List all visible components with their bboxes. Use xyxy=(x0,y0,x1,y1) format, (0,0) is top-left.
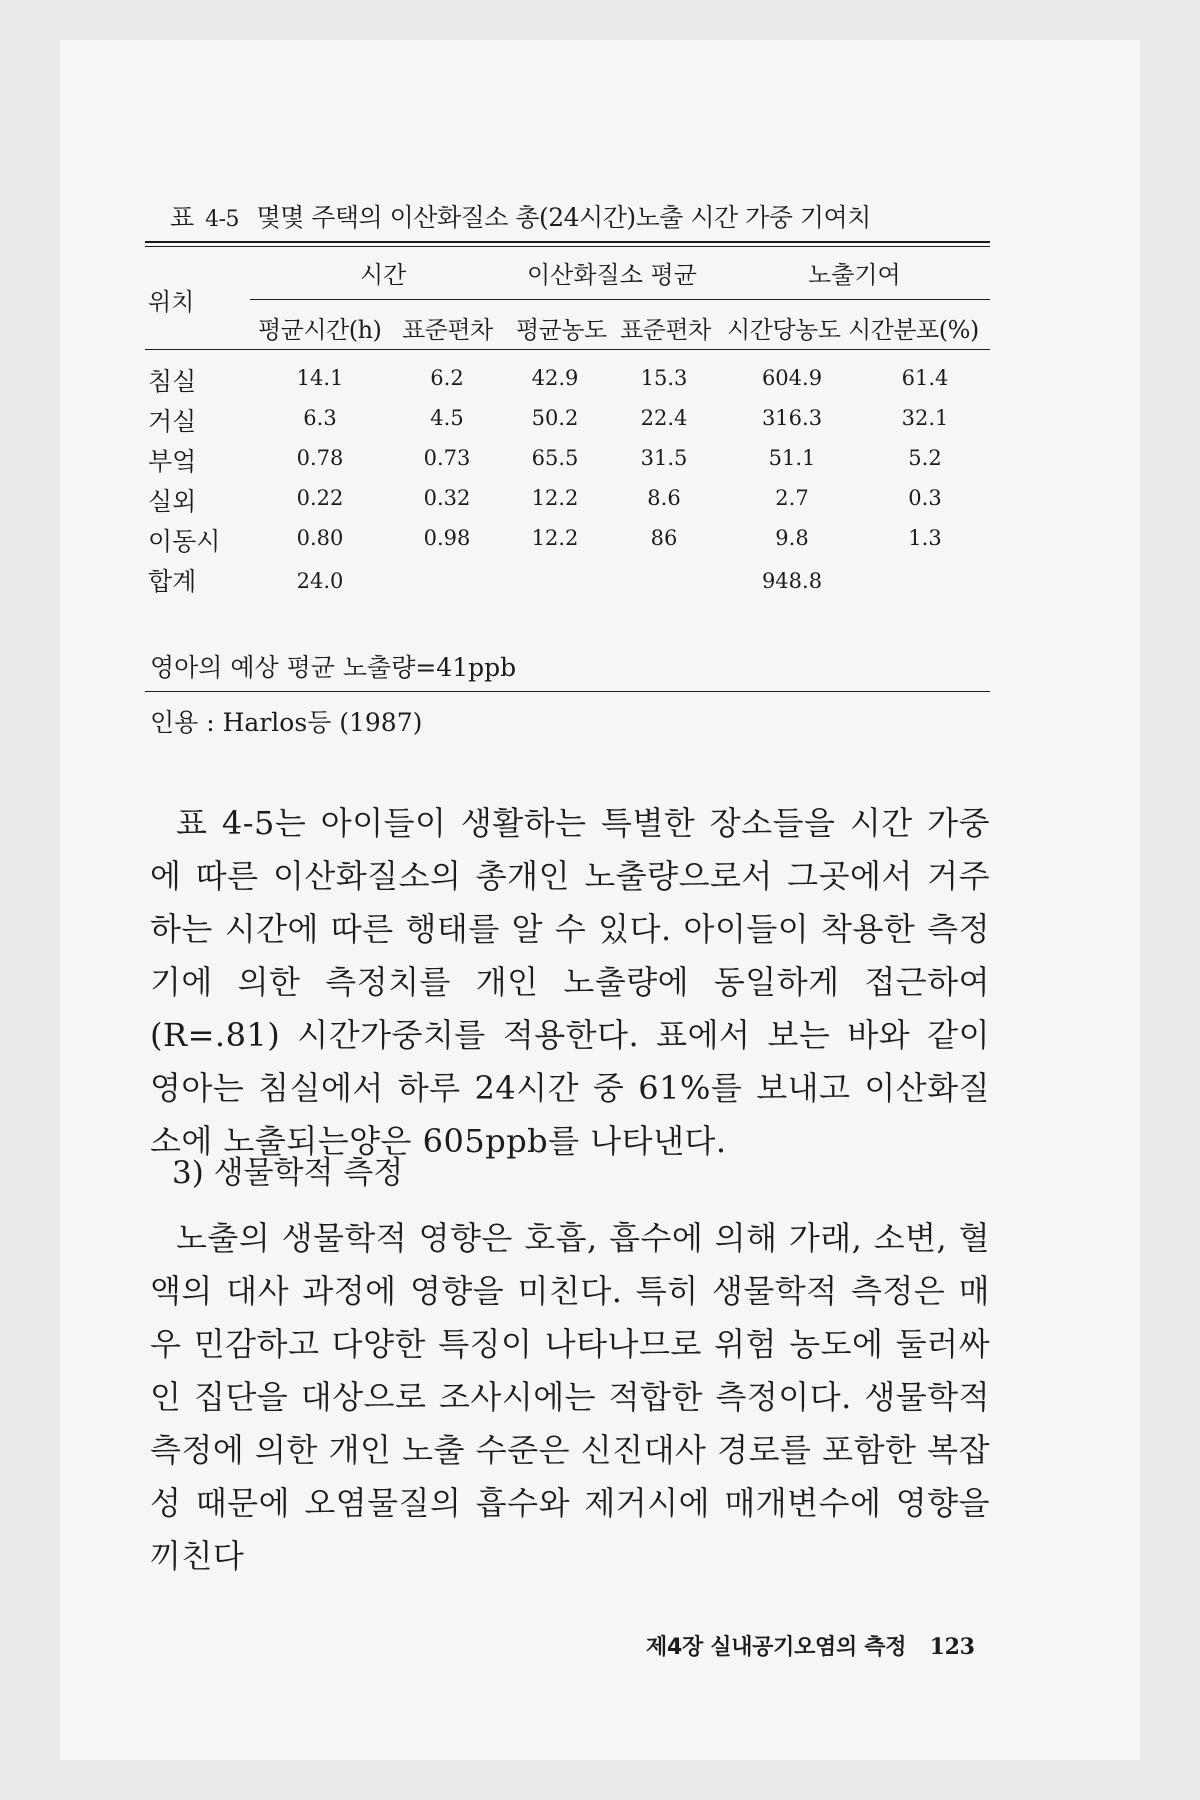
caption-number: 4-5 xyxy=(205,207,240,232)
table-top-rule xyxy=(145,241,990,243)
table-cell: 42.9 xyxy=(531,366,579,390)
column-header: 표준편차 xyxy=(620,316,711,344)
header-group-time: 시간 xyxy=(360,261,407,289)
table-caption xyxy=(170,198,871,234)
column-header: 시간당농도 xyxy=(727,316,841,344)
table-cell: 50.2 xyxy=(531,406,579,430)
table-cell: 0.3 xyxy=(908,486,942,510)
body-paragraph-2: 노출의 생물학적 영향은 호흡, 흡수에 의해 가래, 소변, 혈액의 대사 과정에 영향을 미친다. 특히 생물학적 측정은 매우 민감하고 다양한 특징이 나타나므로 위험 농도에 둘러싸인 집단을 대상으로 조사시에는 적합한 측정이다. 생물학적 측정에 의한 개인 노출 수준은 신진대사 경로를 포함한 복잡성 때문에 오염물질의 흡수와 제거시에 매개변수에 영향을 끼친다 xyxy=(150,1219,990,1575)
row-label: 거실 xyxy=(148,407,197,436)
table-cell: 0.32 xyxy=(423,486,471,510)
body-paragraph-1: 표 4-5는 아이들이 생활하는 특별한 장소들을 시간 가중에 따른 이산화질소의 총개인 노출량으로서 그곳에서 거주하는 시간에 따른 행태를 알 수 있다. 아이들이 착용한 측정기에 의한 측정치를 개인 노출량에 동일하게 접근하여(R=.81) 시간가중치를 적용한다. 표에서 보는 바와 같이 영아는 침실에서 하루 24시간 중 61%를 보내고 이산화질소에 노출되는양은 605ppb를 나타낸다. xyxy=(150,804,990,1160)
row-label: 합계 xyxy=(148,567,197,596)
table-cell: 14.1 xyxy=(296,366,344,390)
table-cell: 86 xyxy=(650,526,678,550)
table-cell: 0.80 xyxy=(296,526,344,550)
column-header: 평균시간(h) xyxy=(258,316,382,344)
table-cell: 0.73 xyxy=(423,446,471,470)
caption-prefix: 표 xyxy=(170,203,194,232)
table-cell: 6.2 xyxy=(430,366,464,390)
table-cell: 8.6 xyxy=(647,486,681,510)
table-cell: 5.2 xyxy=(908,446,942,470)
table-cell: 316.3 xyxy=(761,406,823,430)
table-cell: 2.7 xyxy=(775,486,809,510)
header-location: 위치 xyxy=(148,288,195,316)
column-header: 시간분포(%) xyxy=(848,316,979,344)
caption-title: 몇몇 주택의 이산화질소 총(24시간)노출 시간 가중 기여치 xyxy=(256,203,871,232)
table-cell: 65.5 xyxy=(531,446,579,470)
section-title: 3) 생물학적 측정 xyxy=(172,1155,404,1191)
table-bottom-rule xyxy=(145,691,990,692)
row-label: 이동시 xyxy=(148,527,221,556)
table-cell: 12.2 xyxy=(531,526,579,550)
header-group-no2: 이산화질소 평균 xyxy=(527,261,697,289)
table-citation: 인용 : Harlos등 (1987) xyxy=(150,708,423,737)
table-cell: 31.5 xyxy=(640,446,688,470)
table-cell: 22.4 xyxy=(640,406,688,430)
column-header: 표준편차 xyxy=(402,316,493,344)
page-footer xyxy=(646,1630,975,1661)
table-cell: 604.9 xyxy=(761,366,823,390)
table-cell: 51.1 xyxy=(768,446,816,470)
row-label: 실외 xyxy=(148,487,197,516)
table-cell: 0.22 xyxy=(296,486,344,510)
table-cell: 24.0 xyxy=(296,569,344,593)
table-cell: 0.78 xyxy=(296,446,344,470)
table-note: 영아의 예상 평균 노출량=41ppb xyxy=(150,653,517,682)
row-label: 침실 xyxy=(148,367,197,396)
table-cell: 15.3 xyxy=(640,366,688,390)
table-cell: 6.3 xyxy=(303,406,337,430)
table-cell: 948.8 xyxy=(761,569,823,593)
table-cell: 4.5 xyxy=(430,406,464,430)
column-header: 평균농도 xyxy=(516,316,607,344)
page-number: 123 xyxy=(929,1634,975,1660)
header-group-rule xyxy=(250,299,990,300)
table-cell: 12.2 xyxy=(531,486,579,510)
table-cell: 61.4 xyxy=(901,366,949,390)
header-bottom-rule xyxy=(145,349,990,350)
table-cell: 32.1 xyxy=(901,406,949,430)
table-cell: 0.98 xyxy=(423,526,471,550)
table-cell: 1.3 xyxy=(908,526,942,550)
chapter-title: 제4장 실내공기오염의 측정 xyxy=(646,1635,907,1660)
table-top-rule-inner xyxy=(145,246,990,247)
table-cell: 9.8 xyxy=(775,526,809,550)
header-group-exposure: 노출기여 xyxy=(808,261,901,289)
row-label: 부엌 xyxy=(148,447,197,476)
